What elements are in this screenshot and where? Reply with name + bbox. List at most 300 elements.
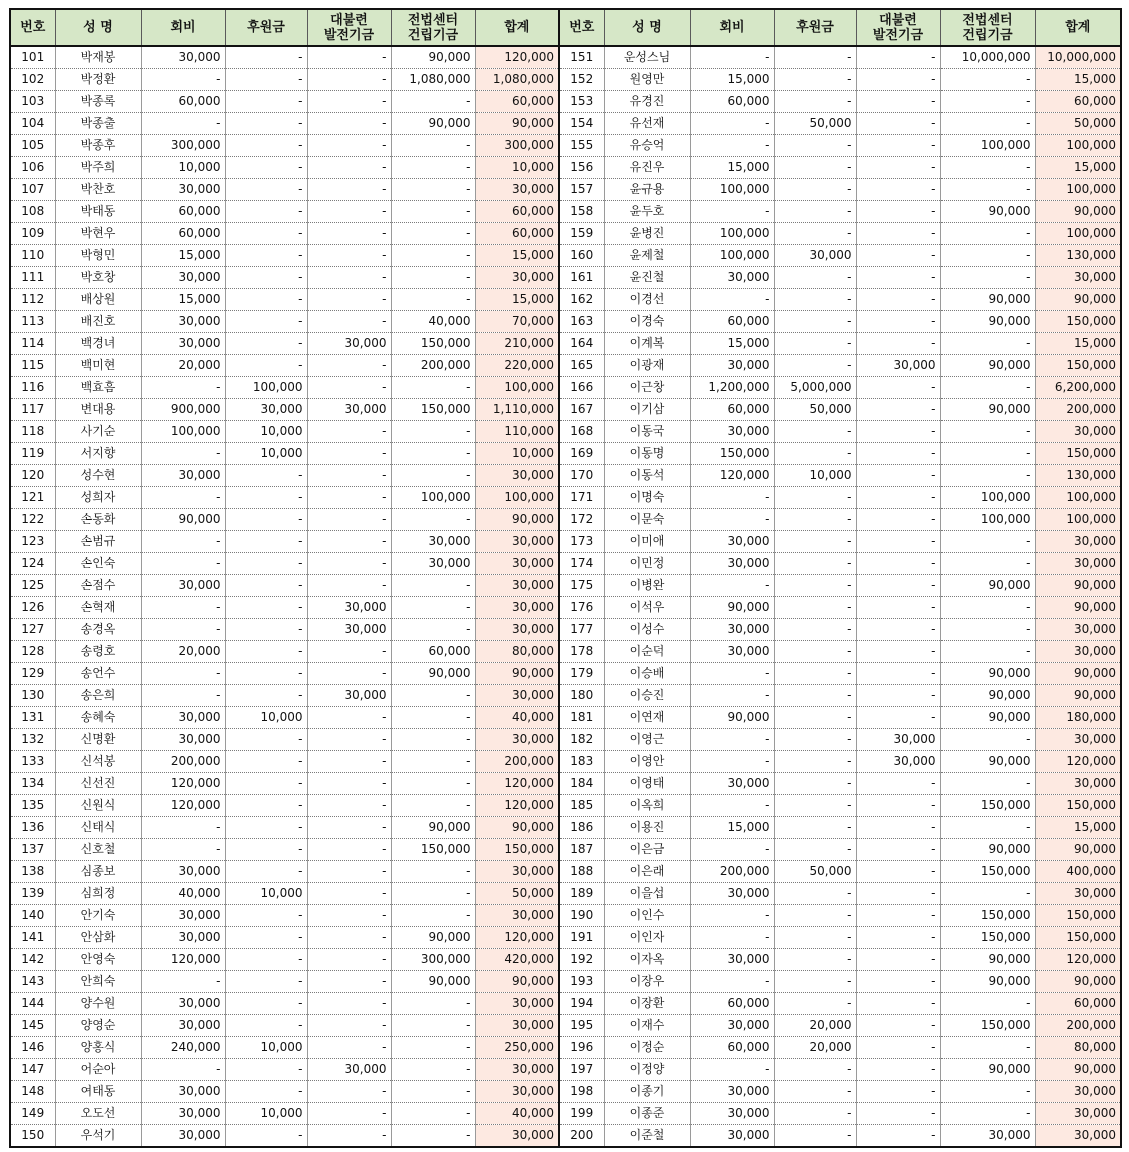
cell-number: 191	[559, 927, 604, 949]
cell-dues: -	[690, 905, 774, 927]
cell-total: 250,000	[475, 1037, 559, 1059]
cell-dues: 200,000	[690, 861, 774, 883]
table-row	[10, 927, 1121, 949]
cell-development-fund: -	[856, 201, 940, 223]
cell-building-fund: 90,000	[940, 707, 1035, 729]
cell-number: 101	[10, 46, 55, 69]
cell-development-fund: -	[307, 1081, 391, 1103]
cell-total: 150,000	[1035, 905, 1121, 927]
cell-number: 175	[559, 575, 604, 597]
cell-number: 156	[559, 157, 604, 179]
cell-development-fund: -	[856, 993, 940, 1015]
cell-building-fund: 90,000	[391, 927, 475, 949]
cell-building-fund: -	[391, 509, 475, 531]
cell-sponsorship: -	[225, 663, 307, 685]
cell-dues: -	[690, 113, 774, 135]
cell-development-fund: -	[856, 1125, 940, 1148]
cell-dues: -	[690, 487, 774, 509]
cell-building-fund: -	[391, 1015, 475, 1037]
cell-dues: 20,000	[141, 355, 225, 377]
cell-dues: 15,000	[690, 157, 774, 179]
cell-dues: 90,000	[690, 707, 774, 729]
table-row	[10, 421, 1121, 443]
cell-building-fund: 90,000	[940, 1059, 1035, 1081]
cell-name: 유선재	[604, 113, 690, 135]
cell-dues: 30,000	[141, 311, 225, 333]
cell-development-fund: -	[856, 641, 940, 663]
cell-development-fund: -	[307, 179, 391, 201]
cell-name: 박종록	[55, 91, 141, 113]
cell-name: 이정순	[604, 1037, 690, 1059]
cell-development-fund: 30,000	[307, 399, 391, 421]
cell-total: 30,000	[475, 619, 559, 641]
cell-name: 송언수	[55, 663, 141, 685]
table-row	[10, 1081, 1121, 1103]
cell-total: 90,000	[475, 113, 559, 135]
header-number: 번호	[10, 9, 55, 46]
table-row	[10, 399, 1121, 421]
cell-number: 183	[559, 751, 604, 773]
cell-dues: 60,000	[690, 993, 774, 1015]
cell-building-fund: -	[940, 69, 1035, 91]
cell-development-fund: -	[307, 223, 391, 245]
cell-sponsorship: -	[774, 993, 856, 1015]
cell-dues: 30,000	[690, 773, 774, 795]
cell-total: 100,000	[1035, 179, 1121, 201]
cell-dues: -	[141, 817, 225, 839]
cell-sponsorship: 10,000	[225, 443, 307, 465]
cell-total: 30,000	[1035, 1103, 1121, 1125]
cell-total: 30,000	[1035, 267, 1121, 289]
cell-dues: -	[141, 619, 225, 641]
cell-total: 10,000	[475, 443, 559, 465]
cell-name: 이민정	[604, 553, 690, 575]
cell-number: 117	[10, 399, 55, 421]
table-row	[10, 861, 1121, 883]
cell-development-fund: -	[856, 267, 940, 289]
cell-sponsorship: -	[774, 135, 856, 157]
cell-sponsorship: -	[225, 135, 307, 157]
cell-dues: -	[141, 1059, 225, 1081]
cell-name: 손범규	[55, 531, 141, 553]
cell-building-fund: -	[940, 223, 1035, 245]
cell-building-fund: -	[391, 993, 475, 1015]
cell-total: 60,000	[475, 223, 559, 245]
cell-total: 60,000	[475, 201, 559, 223]
cell-development-fund: -	[307, 1125, 391, 1148]
cell-total: 30,000	[1035, 619, 1121, 641]
cell-number: 114	[10, 333, 55, 355]
cell-total: 30,000	[1035, 773, 1121, 795]
cell-dues: -	[690, 663, 774, 685]
cell-total: 90,000	[1035, 597, 1121, 619]
cell-building-fund: 100,000	[940, 135, 1035, 157]
cell-sponsorship: -	[774, 597, 856, 619]
donation-sheet	[9, 8, 1122, 1148]
cell-name: 백효흠	[55, 377, 141, 399]
cell-building-fund: 100,000	[391, 487, 475, 509]
cell-development-fund: -	[307, 971, 391, 993]
cell-number: 163	[559, 311, 604, 333]
cell-building-fund: -	[940, 377, 1035, 399]
cell-building-fund: 100,000	[940, 509, 1035, 531]
cell-total: 150,000	[1035, 311, 1121, 333]
cell-sponsorship: 100,000	[225, 377, 307, 399]
cell-number: 132	[10, 729, 55, 751]
cell-name: 배진호	[55, 311, 141, 333]
table-row	[10, 949, 1121, 971]
cell-sponsorship: -	[225, 157, 307, 179]
cell-development-fund: -	[856, 157, 940, 179]
cell-building-fund: -	[940, 113, 1035, 135]
cell-name: 이종준	[604, 1103, 690, 1125]
cell-dues: -	[690, 971, 774, 993]
cell-sponsorship: 50,000	[774, 399, 856, 421]
cell-building-fund: -	[940, 553, 1035, 575]
cell-building-fund: -	[391, 179, 475, 201]
cell-building-fund: 90,000	[391, 46, 475, 69]
cell-sponsorship: -	[225, 685, 307, 707]
cell-name: 유경진	[604, 91, 690, 113]
cell-building-fund: 200,000	[391, 355, 475, 377]
cell-number: 122	[10, 509, 55, 531]
table-row	[10, 157, 1121, 179]
cell-sponsorship: -	[774, 685, 856, 707]
cell-sponsorship: -	[225, 311, 307, 333]
cell-sponsorship: -	[774, 311, 856, 333]
cell-number: 103	[10, 91, 55, 113]
cell-total: 420,000	[475, 949, 559, 971]
table-row	[10, 619, 1121, 641]
cell-development-fund: -	[856, 663, 940, 685]
cell-number: 192	[559, 949, 604, 971]
cell-sponsorship: -	[774, 927, 856, 949]
cell-dues: 60,000	[690, 399, 774, 421]
table-row	[10, 201, 1121, 223]
cell-dues: -	[690, 685, 774, 707]
cell-sponsorship: -	[774, 1081, 856, 1103]
cell-building-fund: 100,000	[940, 487, 1035, 509]
cell-number: 157	[559, 179, 604, 201]
header-name: 성 명	[55, 9, 141, 46]
cell-sponsorship: 10,000	[225, 1103, 307, 1125]
cell-building-fund: -	[391, 575, 475, 597]
cell-development-fund: -	[856, 949, 940, 971]
header-row	[10, 9, 1121, 46]
cell-dues: 30,000	[141, 905, 225, 927]
cell-name: 여태동	[55, 1081, 141, 1103]
cell-dues: -	[690, 729, 774, 751]
cell-development-fund: -	[856, 619, 940, 641]
cell-name: 박호창	[55, 267, 141, 289]
cell-development-fund: -	[856, 861, 940, 883]
cell-sponsorship: -	[774, 1125, 856, 1148]
cell-dues: 30,000	[690, 531, 774, 553]
cell-building-fund: 90,000	[940, 685, 1035, 707]
cell-name: 이영근	[604, 729, 690, 751]
cell-total: 15,000	[1035, 333, 1121, 355]
header-building-fund: 전법센터 건립기금	[940, 9, 1035, 46]
cell-total: 15,000	[475, 289, 559, 311]
cell-dues: 30,000	[690, 1015, 774, 1037]
cell-number: 130	[10, 685, 55, 707]
cell-name: 안기숙	[55, 905, 141, 927]
cell-dues: 30,000	[141, 1015, 225, 1037]
cell-sponsorship: -	[774, 707, 856, 729]
cell-sponsorship: 10,000	[774, 465, 856, 487]
table-row	[10, 487, 1121, 509]
cell-name: 우석기	[55, 1125, 141, 1148]
cell-building-fund: -	[391, 1081, 475, 1103]
cell-number: 199	[559, 1103, 604, 1125]
cell-sponsorship: 10,000	[225, 421, 307, 443]
cell-development-fund: -	[307, 377, 391, 399]
cell-number: 121	[10, 487, 55, 509]
cell-dues: 30,000	[141, 993, 225, 1015]
cell-sponsorship: 10,000	[225, 883, 307, 905]
cell-development-fund: -	[856, 795, 940, 817]
cell-total: 120,000	[1035, 949, 1121, 971]
cell-dues: 100,000	[141, 421, 225, 443]
cell-building-fund: 90,000	[940, 751, 1035, 773]
cell-total: 30,000	[475, 1125, 559, 1148]
cell-name: 이문숙	[604, 509, 690, 531]
cell-name: 박태동	[55, 201, 141, 223]
cell-dues: 30,000	[141, 575, 225, 597]
cell-name: 양홍식	[55, 1037, 141, 1059]
cell-building-fund: 150,000	[940, 1015, 1035, 1037]
cell-total: 30,000	[1035, 729, 1121, 751]
cell-building-fund: -	[391, 201, 475, 223]
cell-development-fund: 30,000	[856, 355, 940, 377]
cell-name: 박주희	[55, 157, 141, 179]
cell-number: 148	[10, 1081, 55, 1103]
table-row	[10, 223, 1121, 245]
cell-name: 안영숙	[55, 949, 141, 971]
cell-development-fund: -	[307, 1037, 391, 1059]
cell-dues: 15,000	[141, 245, 225, 267]
header-dues: 회비	[141, 9, 225, 46]
cell-number: 159	[559, 223, 604, 245]
cell-building-fund: -	[391, 91, 475, 113]
cell-number: 197	[559, 1059, 604, 1081]
cell-building-fund: -	[940, 91, 1035, 113]
cell-name: 박종후	[55, 135, 141, 157]
cell-sponsorship: -	[225, 179, 307, 201]
cell-dues: 90,000	[141, 509, 225, 531]
cell-dues: 1,200,000	[690, 377, 774, 399]
cell-name: 이연재	[604, 707, 690, 729]
cell-development-fund: -	[856, 333, 940, 355]
cell-sponsorship: -	[774, 69, 856, 91]
cell-development-fund: -	[856, 905, 940, 927]
cell-total: 15,000	[1035, 817, 1121, 839]
cell-sponsorship: -	[225, 46, 307, 69]
cell-sponsorship: -	[774, 839, 856, 861]
cell-name: 이재수	[604, 1015, 690, 1037]
cell-sponsorship: -	[774, 817, 856, 839]
cell-building-fund: -	[391, 619, 475, 641]
cell-development-fund: -	[307, 135, 391, 157]
cell-building-fund: -	[391, 443, 475, 465]
cell-sponsorship: -	[225, 905, 307, 927]
cell-development-fund: 30,000	[856, 751, 940, 773]
cell-building-fund: 90,000	[940, 399, 1035, 421]
cell-sponsorship: 10,000	[225, 707, 307, 729]
table-row	[10, 113, 1121, 135]
cell-number: 162	[559, 289, 604, 311]
cell-total: 150,000	[1035, 927, 1121, 949]
cell-total: 50,000	[475, 883, 559, 905]
cell-total: 210,000	[475, 333, 559, 355]
cell-number: 150	[10, 1125, 55, 1148]
cell-sponsorship: -	[225, 1081, 307, 1103]
cell-name: 이인자	[604, 927, 690, 949]
table-row	[10, 443, 1121, 465]
table-row	[10, 531, 1121, 553]
cell-sponsorship: -	[225, 861, 307, 883]
cell-dues: -	[690, 289, 774, 311]
cell-dues: 15,000	[690, 69, 774, 91]
cell-development-fund: -	[856, 377, 940, 399]
cell-number: 142	[10, 949, 55, 971]
cell-number: 195	[559, 1015, 604, 1037]
cell-name: 변대용	[55, 399, 141, 421]
cell-name: 운성스님	[604, 46, 690, 69]
header-sponsorship: 후원금	[774, 9, 856, 46]
cell-number: 128	[10, 641, 55, 663]
cell-dues: 60,000	[690, 1037, 774, 1059]
cell-name: 송령호	[55, 641, 141, 663]
cell-development-fund: -	[856, 46, 940, 69]
cell-number: 154	[559, 113, 604, 135]
cell-sponsorship: -	[225, 751, 307, 773]
cell-dues: -	[141, 553, 225, 575]
cell-building-fund: 150,000	[391, 333, 475, 355]
cell-total: 100,000	[1035, 135, 1121, 157]
cell-number: 168	[559, 421, 604, 443]
cell-number: 196	[559, 1037, 604, 1059]
cell-name: 박정환	[55, 69, 141, 91]
cell-number: 107	[10, 179, 55, 201]
cell-development-fund: -	[856, 971, 940, 993]
cell-name: 이영태	[604, 773, 690, 795]
cell-total: 120,000	[475, 927, 559, 949]
cell-building-fund: -	[940, 157, 1035, 179]
table-row	[10, 663, 1121, 685]
cell-total: 90,000	[475, 663, 559, 685]
table-row	[10, 1125, 1121, 1148]
cell-development-fund: -	[307, 1015, 391, 1037]
cell-name: 이자옥	[604, 949, 690, 971]
cell-dues: 30,000	[141, 46, 225, 69]
cell-development-fund: -	[307, 311, 391, 333]
cell-dues: 60,000	[141, 201, 225, 223]
table-row	[10, 509, 1121, 531]
cell-dues: 30,000	[141, 707, 225, 729]
cell-number: 108	[10, 201, 55, 223]
cell-development-fund: -	[307, 927, 391, 949]
cell-development-fund: 30,000	[307, 1059, 391, 1081]
cell-total: 90,000	[1035, 575, 1121, 597]
cell-dues: 200,000	[141, 751, 225, 773]
cell-name: 이동명	[604, 443, 690, 465]
cell-number: 180	[559, 685, 604, 707]
cell-sponsorship: -	[225, 201, 307, 223]
cell-sponsorship: -	[225, 641, 307, 663]
cell-dues: 15,000	[690, 817, 774, 839]
table-row	[10, 817, 1121, 839]
cell-building-fund: -	[391, 773, 475, 795]
cell-development-fund: -	[307, 509, 391, 531]
cell-number: 104	[10, 113, 55, 135]
cell-development-fund: -	[856, 707, 940, 729]
cell-number: 171	[559, 487, 604, 509]
cell-development-fund: 30,000	[307, 597, 391, 619]
cell-sponsorship: -	[774, 553, 856, 575]
cell-total: 100,000	[1035, 223, 1121, 245]
cell-building-fund: -	[391, 685, 475, 707]
cell-name: 이장환	[604, 993, 690, 1015]
donation-table	[9, 8, 1122, 1148]
cell-number: 109	[10, 223, 55, 245]
cell-number: 189	[559, 883, 604, 905]
cell-name: 심종보	[55, 861, 141, 883]
cell-total: 6,200,000	[1035, 377, 1121, 399]
cell-name: 이명숙	[604, 487, 690, 509]
cell-sponsorship: -	[225, 245, 307, 267]
cell-sponsorship: -	[225, 575, 307, 597]
table-row	[10, 905, 1121, 927]
cell-sponsorship: -	[774, 157, 856, 179]
cell-name: 이성수	[604, 619, 690, 641]
cell-development-fund: -	[856, 421, 940, 443]
cell-name: 이준철	[604, 1125, 690, 1148]
cell-dues: 30,000	[690, 1103, 774, 1125]
cell-development-fund: -	[307, 817, 391, 839]
cell-name: 이미애	[604, 531, 690, 553]
cell-development-fund: -	[307, 465, 391, 487]
cell-number: 198	[559, 1081, 604, 1103]
cell-name: 이정양	[604, 1059, 690, 1081]
cell-sponsorship: 30,000	[774, 245, 856, 267]
cell-name: 이승배	[604, 663, 690, 685]
cell-sponsorship: -	[774, 971, 856, 993]
cell-name: 서지향	[55, 443, 141, 465]
cell-number: 165	[559, 355, 604, 377]
cell-name: 신석봉	[55, 751, 141, 773]
cell-sponsorship: -	[774, 663, 856, 685]
cell-sponsorship: -	[774, 91, 856, 113]
cell-dues: -	[690, 1059, 774, 1081]
cell-total: 200,000	[1035, 1015, 1121, 1037]
cell-total: 30,000	[1035, 421, 1121, 443]
cell-building-fund: -	[391, 1059, 475, 1081]
cell-development-fund: -	[856, 927, 940, 949]
cell-number: 115	[10, 355, 55, 377]
cell-building-fund: 90,000	[940, 663, 1035, 685]
cell-number: 194	[559, 993, 604, 1015]
table-row	[10, 575, 1121, 597]
cell-dues: 60,000	[690, 311, 774, 333]
cell-sponsorship: -	[774, 1059, 856, 1081]
cell-number: 139	[10, 883, 55, 905]
cell-development-fund: -	[856, 289, 940, 311]
cell-total: 120,000	[475, 795, 559, 817]
cell-name: 송경옥	[55, 619, 141, 641]
cell-dues: -	[690, 927, 774, 949]
cell-dues: 900,000	[141, 399, 225, 421]
